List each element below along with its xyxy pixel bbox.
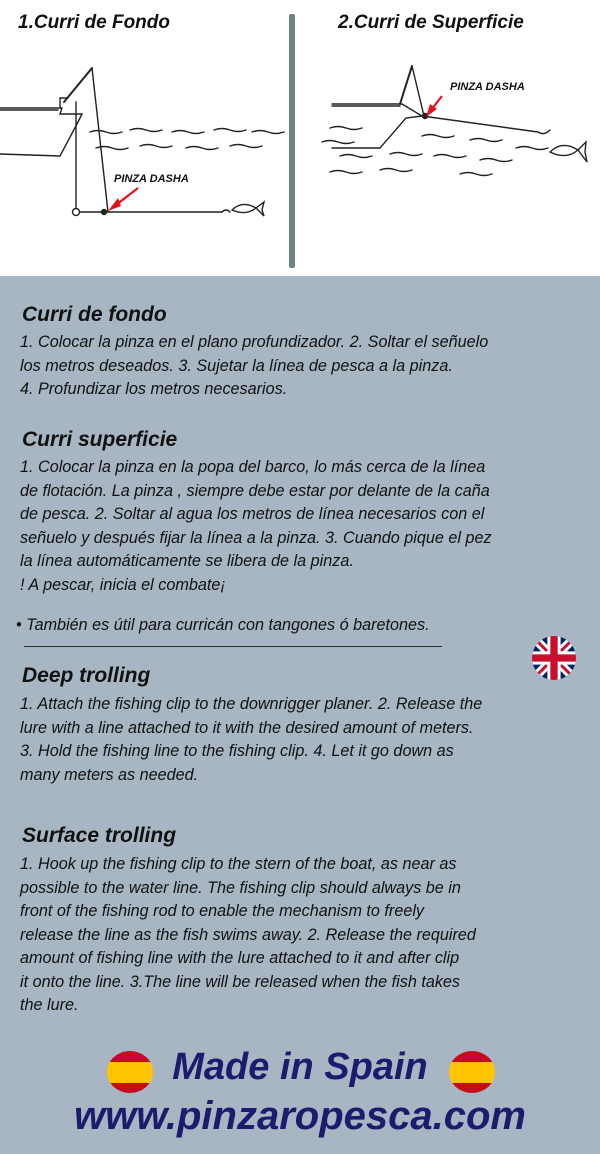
text-line: front of the fishing rod to enable the mechanism to freely	[20, 902, 425, 920]
clip-label-bottom: PINZA DASHA	[114, 173, 189, 185]
text-line: señuelo y después fijar la línea a la pinza. 3. Cuando pique el pez	[20, 528, 492, 547]
surface-trolling-heading: Surface trolling	[22, 824, 177, 847]
fish	[550, 145, 578, 155]
tangones-bullet	[16, 614, 588, 638]
deep-trolling-heading: Deep trolling	[22, 664, 151, 687]
text-line: possible to the water line. The fishing clip should always be in	[20, 878, 461, 897]
surface-trolling-diagram	[310, 36, 600, 272]
text-line: de flotación. La pinza , siempre debe estar por delante de la caña	[20, 481, 490, 500]
text-line: many meters as needed.	[20, 765, 199, 784]
fishing-rod	[64, 68, 92, 102]
text-line: de pesca. 2. Soltar al agua los metros de línea necesarios con el	[20, 505, 485, 523]
text-line: amount of fishing line with the lure attached to it and after clip	[20, 949, 460, 967]
text-line: it onto the line. 3.The line will be released when the fish takes	[20, 972, 461, 991]
lure-fish	[232, 204, 256, 212]
text-line: release the line as the fish swims away. 2. Release the required	[20, 925, 476, 944]
section-divider	[24, 646, 442, 647]
text-line: 1. Hook up the fishing clip to the stern of the boat, as near as	[20, 855, 457, 873]
bottom-trolling-diagram	[0, 36, 285, 272]
text-line: 4. Profundizar los metros necesarios.	[20, 380, 288, 398]
trolling-line	[422, 116, 538, 132]
clip-arrow	[426, 96, 442, 117]
fishing-line	[92, 68, 108, 212]
made-in-spain: Made in Spain	[172, 1046, 428, 1088]
bullet-line: • También es útil para curricán con tangones ó baretones.	[16, 616, 430, 634]
text-line: los metros deseados. 3. Sujetar la línea de pesca a la pinza.	[20, 356, 453, 375]
deep-trolling-text	[20, 693, 592, 787]
surface-trolling-diagram-title: 2.Curri de Superficie	[338, 12, 524, 33]
website-link[interactable]: www.pinzaropesca.com	[74, 1094, 526, 1138]
text-line: lure with a line attached to it with the desired amount of meters.	[20, 718, 474, 737]
curri-fondo-text	[20, 331, 592, 402]
text-line: ! A pescar, inicia el combate¡	[20, 575, 226, 594]
fishing-line	[412, 66, 424, 116]
spain-flag-icon	[449, 1051, 495, 1093]
text-line: 3. Hold the fishing line to the fishing clip. 4. Let it go down as	[20, 742, 454, 760]
text-line: 1. Attach the fishing clip to the downrigger planer. 2. Release the	[20, 695, 483, 713]
clip-label-surface: PINZA DASHA	[450, 81, 525, 93]
text-line: 1. Colocar la pinza en la popa del barco, lo más cerca de la línea	[20, 458, 486, 476]
clip-arrow	[108, 188, 138, 211]
curri-superficie-heading: Curri superficie	[22, 428, 178, 451]
curri-fondo-heading: Curri de fondo	[22, 303, 167, 326]
fishing-rod	[400, 66, 412, 104]
text-line: the lure.	[20, 996, 79, 1014]
text-line: la línea automáticamente se libera de la pinza.	[20, 552, 354, 570]
curri-superficie-text	[20, 456, 592, 597]
surface-trolling-text	[20, 853, 592, 1018]
boat-hull	[0, 108, 82, 156]
bottom-trolling-diagram-title: 1.Curri de Fondo	[18, 12, 170, 33]
boat-hull	[332, 104, 422, 148]
uk-flag-icon	[532, 636, 576, 680]
diagram-divider	[289, 14, 295, 268]
text-line: 1. Colocar la pinza en el plano profundizador. 2. Soltar el señuelo	[20, 333, 489, 351]
diagrams-panel	[0, 0, 600, 276]
